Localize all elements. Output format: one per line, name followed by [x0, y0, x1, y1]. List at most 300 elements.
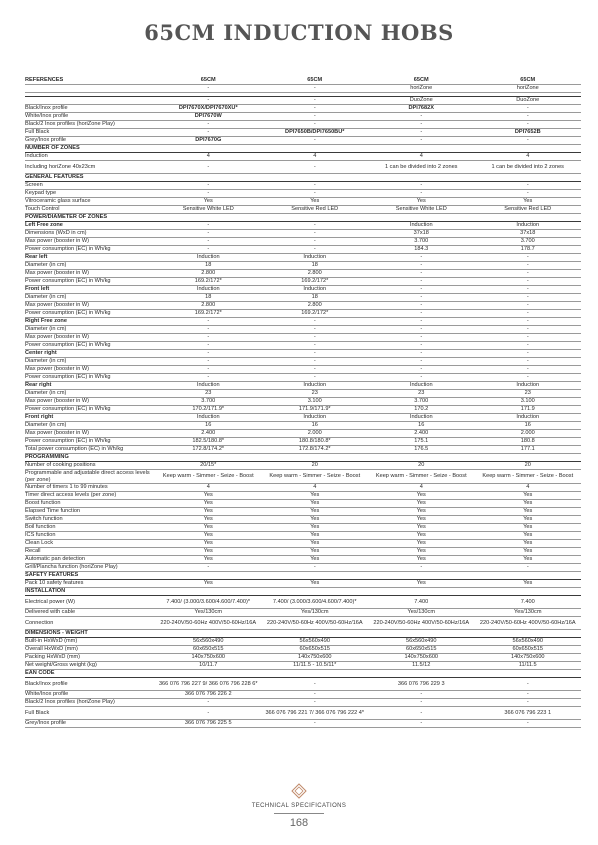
row-label: Number of cooking positions [25, 462, 155, 470]
cell-model-4: Yes/130cm [475, 609, 582, 617]
cell-model-1: - [155, 238, 262, 246]
cell-model-3: 7.400 [368, 596, 475, 609]
cell-model-4: - [475, 310, 582, 318]
cell-model-2: 11/11.5 - 10.5/11* [262, 662, 369, 670]
cell-model-3: Yes [368, 540, 475, 548]
cell-model-2: - [262, 97, 369, 105]
cell-model-2: Induction [262, 286, 369, 294]
cell-model-1: Yes [155, 556, 262, 564]
cell-model-2: 169.2/172* [262, 278, 369, 286]
row-label: Programmable and adjustable direct access levels (per zone) [25, 470, 155, 484]
cell-model-2: - [262, 190, 369, 198]
row-label: Power consumption (EC) in Wh/kg [25, 278, 155, 286]
table-row [25, 105, 581, 113]
row-label: Front left [25, 286, 155, 294]
cell-model-3: 60x650x515 [368, 646, 475, 654]
cell-model-4: Yes [475, 524, 582, 532]
cell-model-2: - [262, 161, 369, 174]
section-title: POWER/DIAMETER OF ZONES [25, 214, 581, 222]
cell-model-4: - [475, 278, 582, 286]
cell-model-4: - [475, 270, 582, 278]
cell-model-1: - [155, 334, 262, 342]
cell-model-3: 366 076 796 229 3 [368, 678, 475, 691]
row-label: Power consumption (EC) in Wh/kg [25, 310, 155, 318]
cell-model-1: 7.400/ (3.000/3.600/4.600/7.400)* [155, 596, 262, 609]
table-row [25, 326, 581, 334]
cell-model-4: - [475, 699, 582, 707]
row-label: Diameter (in cm) [25, 326, 155, 334]
cell-model-4: 3.100 [475, 398, 582, 406]
cell-model-3: Induction [368, 414, 475, 422]
cell-model-4: - [475, 121, 582, 129]
row-label: Black/Inox profile [25, 105, 155, 113]
cell-model-4: Induction [475, 222, 582, 230]
table-row [25, 646, 581, 654]
cell-model-4: - [475, 342, 582, 350]
cell-model-3: - [368, 326, 475, 334]
cell-model-2: 171.9/171.9* [262, 406, 369, 414]
cell-model-3: - [368, 707, 475, 720]
cell-model-2: - [262, 350, 369, 358]
cell-model-1: 172.8/174.2* [155, 446, 262, 454]
row-label: Dimensions (WxD in cm) [25, 230, 155, 238]
row-label: Timer direct access levels (per zone) [25, 492, 155, 500]
table-row [25, 358, 581, 366]
table-row [25, 161, 581, 174]
cell-model-3: 220-240V/50-60Hz 400V/50-60Hz/16A [368, 617, 475, 630]
row-label: Connection [25, 617, 155, 630]
cell-model-2: 23 [262, 390, 369, 398]
cell-model-4: Yes [475, 198, 582, 206]
row-label: Overall HxWxD (mm) [25, 646, 155, 654]
row-label: White/Inox profile [25, 691, 155, 699]
row-label [25, 97, 155, 105]
cell-model-3: Yes [368, 556, 475, 564]
row-label: Vitroceramic glass surface [25, 198, 155, 206]
table-row [25, 580, 581, 588]
table-row [25, 137, 581, 145]
cell-model-2: Yes [262, 540, 369, 548]
cell-model-3: 23 [368, 390, 475, 398]
cell-model-1: - [155, 342, 262, 350]
cell-model-3: Induction [368, 382, 475, 390]
row-label: Rear left [25, 254, 155, 262]
cell-model-1: 60x650x515 [155, 646, 262, 654]
cell-model-3: - [368, 286, 475, 294]
row-label: Electrical power (W) [25, 596, 155, 609]
cell-model-2: 20 [262, 462, 369, 470]
cell-model-4: - [475, 350, 582, 358]
table-row [25, 532, 581, 540]
row-label: White/Inox profile [25, 113, 155, 121]
row-label: Max power (booster in W) [25, 430, 155, 438]
cell-model-3: DuoZone [368, 97, 475, 105]
cell-model-4: - [475, 326, 582, 334]
table-row [25, 366, 581, 374]
table-row [25, 121, 581, 129]
cell-model-2: 7.400/ (3.000/3.600/4.600/7.400)* [262, 596, 369, 609]
table-row [25, 97, 581, 105]
table-row [25, 446, 581, 454]
cell-model-4: 23 [475, 390, 582, 398]
row-label: Switch function [25, 516, 155, 524]
table-row [25, 430, 581, 438]
row-label: Right Free zone [25, 318, 155, 326]
cell-model-1: 18 [155, 262, 262, 270]
table-row [25, 206, 581, 214]
row-label: Grey/Inox profile [25, 720, 155, 728]
table-row [25, 500, 581, 508]
row-label: Diameter (in cm) [25, 262, 155, 270]
cell-model-1: Yes [155, 548, 262, 556]
cell-model-1: 18 [155, 294, 262, 302]
cell-model-2: - [262, 137, 369, 145]
row-label: Boil function [25, 524, 155, 532]
table-row [25, 638, 581, 646]
cell-model-2: - [262, 374, 369, 382]
cell-model-2: - [262, 222, 369, 230]
cell-model-1: 169.2/172* [155, 278, 262, 286]
cell-model-4: DuoZone [475, 97, 582, 105]
cell-model-1: 220-240V/50-60Hz 400V/50-60Hz/16A [155, 617, 262, 630]
cell-model-2: - [262, 358, 369, 366]
cell-model-1: Induction [155, 414, 262, 422]
cell-model-1: Yes [155, 198, 262, 206]
cell-model-3: 20 [368, 462, 475, 470]
cell-model-3: - [368, 182, 475, 190]
cell-model-1: 10/11.7 [155, 662, 262, 670]
cell-model-2: 2.800 [262, 270, 369, 278]
page-number: 168 [289, 817, 309, 829]
cell-model-2: - [262, 334, 369, 342]
row-label: Max power (booster in W) [25, 366, 155, 374]
cell-model-3: Sensitive White LED [368, 206, 475, 214]
brand-logo [0, 783, 598, 804]
cell-model-4: 4 [475, 153, 582, 161]
cell-model-1: Yes [155, 492, 262, 500]
cell-model-1: 366 076 796 225 5 [155, 720, 262, 728]
cell-model-2: 140x750x600 [262, 654, 369, 662]
cell-model-4: Yes [475, 556, 582, 564]
cell-model-2: Yes [262, 532, 369, 540]
row-label: Automatic pan detection [25, 556, 155, 564]
cell-model-4: 177.1 [475, 446, 582, 454]
table-row [25, 548, 581, 556]
cell-model-4: horiZone [475, 85, 582, 93]
cell-model-1: - [155, 564, 262, 572]
table-row [25, 691, 581, 699]
cell-model-1: Yes [155, 500, 262, 508]
cell-model-1: 140x750x600 [155, 654, 262, 662]
section-title: GENERAL FEATURES [25, 174, 581, 182]
cell-model-2: 4 [262, 153, 369, 161]
cell-model-4: Yes [475, 532, 582, 540]
cell-model-2: - [262, 230, 369, 238]
cell-model-1: - [155, 85, 262, 93]
cell-model-4: - [475, 302, 582, 310]
row-label: Delivered with cable [25, 609, 155, 617]
cell-model-4: Induction [475, 382, 582, 390]
table-row [25, 318, 581, 326]
cell-model-1: 169.2/172* [155, 310, 262, 318]
cell-model-1: 16 [155, 422, 262, 430]
cell-model-2: 65CM [262, 76, 369, 85]
cell-model-3: - [368, 350, 475, 358]
table-row [25, 254, 581, 262]
cell-model-3: 184.3 [368, 246, 475, 254]
cell-model-2: 180.8/180.8* [262, 438, 369, 446]
cell-model-2: - [262, 342, 369, 350]
table-row [25, 129, 581, 137]
section-header [25, 145, 581, 153]
row-label: Recall [25, 548, 155, 556]
cell-model-4: - [475, 334, 582, 342]
cell-model-1: - [155, 182, 262, 190]
cell-model-3: 56x560x490 [368, 638, 475, 646]
cell-model-4: Yes [475, 548, 582, 556]
cell-model-4: - [475, 358, 582, 366]
row-label: Elapsed Time function [25, 508, 155, 516]
cell-model-3: - [368, 254, 475, 262]
row-label: ICS function [25, 532, 155, 540]
row-label: Diameter (in cm) [25, 390, 155, 398]
cell-model-2: 172.8/174.2* [262, 446, 369, 454]
cell-model-3: Yes [368, 548, 475, 556]
cell-model-4: 11/11.5 [475, 662, 582, 670]
table-row [25, 334, 581, 342]
cell-model-2: - [262, 105, 369, 113]
cell-model-1: Induction [155, 286, 262, 294]
table-row [25, 190, 581, 198]
cell-model-2: - [262, 678, 369, 691]
cell-model-4: - [475, 254, 582, 262]
cell-model-1: 2.800 [155, 270, 262, 278]
row-label: Diameter (in cm) [25, 358, 155, 366]
row-label: Max power (booster in W) [25, 270, 155, 278]
cell-model-3: - [368, 699, 475, 707]
table-row [25, 662, 581, 670]
cell-model-1: Yes [155, 532, 262, 540]
cell-model-3: 37x18 [368, 230, 475, 238]
cell-model-3: - [368, 358, 475, 366]
cell-model-2: Yes [262, 500, 369, 508]
row-label: Black/2 Inox profiles (horiZone Play) [25, 121, 155, 129]
cell-model-3: 16 [368, 422, 475, 430]
row-label: Clean Lock [25, 540, 155, 548]
cell-model-3: - [368, 342, 475, 350]
cell-model-3: - [368, 302, 475, 310]
row-label: Packing HxWxD (mm) [25, 654, 155, 662]
cell-model-2: Yes [262, 580, 369, 588]
row-label: Grey/Inox profile [25, 137, 155, 145]
row-label: Black/2 Inox profiles (horiZone Play) [25, 699, 155, 707]
cell-model-3: Yes [368, 516, 475, 524]
cell-model-4: 37x18 [475, 230, 582, 238]
cell-model-3: - [368, 366, 475, 374]
cell-model-4: 7.400 [475, 596, 582, 609]
table-row [25, 310, 581, 318]
cell-model-4: 60x650x515 [475, 646, 582, 654]
cell-model-1: Yes [155, 580, 262, 588]
section-title: DIMENSIONS - WEIGHT [25, 630, 581, 638]
row-label: Diameter (in cm) [25, 294, 155, 302]
cell-model-4: 56x560x490 [475, 638, 582, 646]
row-label: Left Free zone [25, 222, 155, 230]
row-label: Number of timers 1 to 99 minutes [25, 484, 155, 492]
cell-model-3: 176.5 [368, 446, 475, 454]
table-row [25, 286, 581, 294]
cell-model-4: - [475, 262, 582, 270]
cell-model-2: Keep warm - Simmer - Seize - Boost [262, 470, 369, 484]
table-row [25, 406, 581, 414]
cell-model-4: Yes [475, 492, 582, 500]
row-label: Pack 10 safety features [25, 580, 155, 588]
cell-model-3: 170.2 [368, 406, 475, 414]
table-row [25, 678, 581, 691]
cell-model-4: - [475, 366, 582, 374]
cell-model-3: - [368, 310, 475, 318]
cell-model-2: Yes [262, 492, 369, 500]
cell-model-4: 366 076 796 223 1 [475, 707, 582, 720]
cell-model-4: 171.9 [475, 406, 582, 414]
cell-model-2: Yes/130cm [262, 609, 369, 617]
cell-model-3: 3.700 [368, 238, 475, 246]
cell-model-3: - [368, 278, 475, 286]
table-row [25, 484, 581, 492]
cell-model-1: DPI7670X/DPI7670XU* [155, 105, 262, 113]
cell-model-3: Yes [368, 500, 475, 508]
table-header-row [25, 76, 581, 85]
cell-model-3: 11.5/12 [368, 662, 475, 670]
cell-model-1: - [155, 326, 262, 334]
cell-model-2: - [262, 113, 369, 121]
cell-model-2: 169.2/172* [262, 310, 369, 318]
table-row [25, 654, 581, 662]
row-label: Power consumption (EC) in Wh/kg [25, 406, 155, 414]
cell-model-4: - [475, 374, 582, 382]
cell-model-2: 4 [262, 484, 369, 492]
page-title: 65CM INDUCTION HOBS [144, 20, 454, 45]
row-label [25, 85, 155, 93]
table-row [25, 699, 581, 707]
table-row [25, 230, 581, 238]
table-row [25, 438, 581, 446]
cell-model-4: - [475, 691, 582, 699]
table-row [25, 516, 581, 524]
row-label: Keypad type [25, 190, 155, 198]
row-label: Grill/Plancha function (horiZone Play) [25, 564, 155, 572]
cell-model-1: 170.2/171.9* [155, 406, 262, 414]
section-title: SAFETY FEATURES [25, 572, 581, 580]
table-row [25, 278, 581, 286]
row-label: Power consumption (EC) in Wh/kg [25, 342, 155, 350]
cell-model-1: 4 [155, 153, 262, 161]
table-row [25, 182, 581, 190]
cell-model-1: 366 076 796 226 2 [155, 691, 262, 699]
cell-model-1: DPI7670W [155, 113, 262, 121]
cell-model-2: Yes [262, 516, 369, 524]
row-label: Including horiZone 40x23cm [25, 161, 155, 174]
cell-model-1: Keep warm - Simmer - Seize - Boost [155, 470, 262, 484]
cell-model-1: Yes [155, 540, 262, 548]
cell-model-4: - [475, 678, 582, 691]
cell-model-2: 2.000 [262, 430, 369, 438]
table-row [25, 294, 581, 302]
cell-model-2: - [262, 720, 369, 728]
cell-model-1: - [155, 366, 262, 374]
table-row [25, 198, 581, 206]
cell-model-3: 2.400 [368, 430, 475, 438]
footer-caption: TECHNICAL SPECIFICATIONS [251, 803, 347, 809]
section-header [25, 572, 581, 580]
cell-model-4: 65CM [475, 76, 582, 85]
cell-model-1: - [155, 121, 262, 129]
cell-model-1: Yes/130cm [155, 609, 262, 617]
cell-model-2: - [262, 564, 369, 572]
row-label: Diameter (in cm) [25, 422, 155, 430]
cell-model-1: - [155, 129, 262, 137]
cell-model-1: 4 [155, 484, 262, 492]
cell-model-2: - [262, 182, 369, 190]
footer-divider [274, 813, 324, 814]
row-label: Boost function [25, 500, 155, 508]
cell-model-2: 56x560x490 [262, 638, 369, 646]
cell-model-1: - [155, 318, 262, 326]
cell-model-1: - [155, 97, 262, 105]
cell-model-1: 23 [155, 390, 262, 398]
table-row [25, 524, 581, 532]
cell-model-4: 1 can be divided into 2 zones [475, 161, 582, 174]
cell-model-4: Keep warm - Simmer - Seize - Boost [475, 470, 582, 484]
cell-model-2: - [262, 238, 369, 246]
cell-model-4: 20 [475, 462, 582, 470]
cell-model-1: 3.700 [155, 398, 262, 406]
cell-model-2: - [262, 121, 369, 129]
row-label: Power consumption (EC) in Wh/kg [25, 246, 155, 254]
table-row [25, 270, 581, 278]
cell-model-2: Yes [262, 556, 369, 564]
cell-model-3: - [368, 564, 475, 572]
table-row [25, 462, 581, 470]
cell-model-3: 65CM [368, 76, 475, 85]
row-label: Screen [25, 182, 155, 190]
table-row [25, 222, 581, 230]
cell-model-3: Keep warm - Simmer - Seize - Boost [368, 470, 475, 484]
section-title: PROGRAMMING [25, 454, 581, 462]
cell-model-2: Induction [262, 382, 369, 390]
cell-model-2: - [262, 318, 369, 326]
cell-model-3: - [368, 691, 475, 699]
cell-model-3: Yes [368, 508, 475, 516]
section-title: EAN CODE [25, 670, 581, 678]
section-header [25, 454, 581, 462]
table-row [25, 350, 581, 358]
cell-model-2: 2.800 [262, 302, 369, 310]
cell-model-1: Induction [155, 382, 262, 390]
cell-model-3: - [368, 190, 475, 198]
cell-model-3: 175.1 [368, 438, 475, 446]
cell-model-1: - [155, 374, 262, 382]
cell-model-1: Yes [155, 508, 262, 516]
cell-model-1: - [155, 230, 262, 238]
cell-model-3: - [368, 720, 475, 728]
cell-model-1: Yes [155, 524, 262, 532]
cell-model-1: - [155, 358, 262, 366]
cell-model-1: Induction [155, 254, 262, 262]
cell-model-1: 2.800 [155, 302, 262, 310]
cell-model-1: 366 076 796 227 9/ 366 076 796 228 6* [155, 678, 262, 691]
table-row [25, 302, 581, 310]
